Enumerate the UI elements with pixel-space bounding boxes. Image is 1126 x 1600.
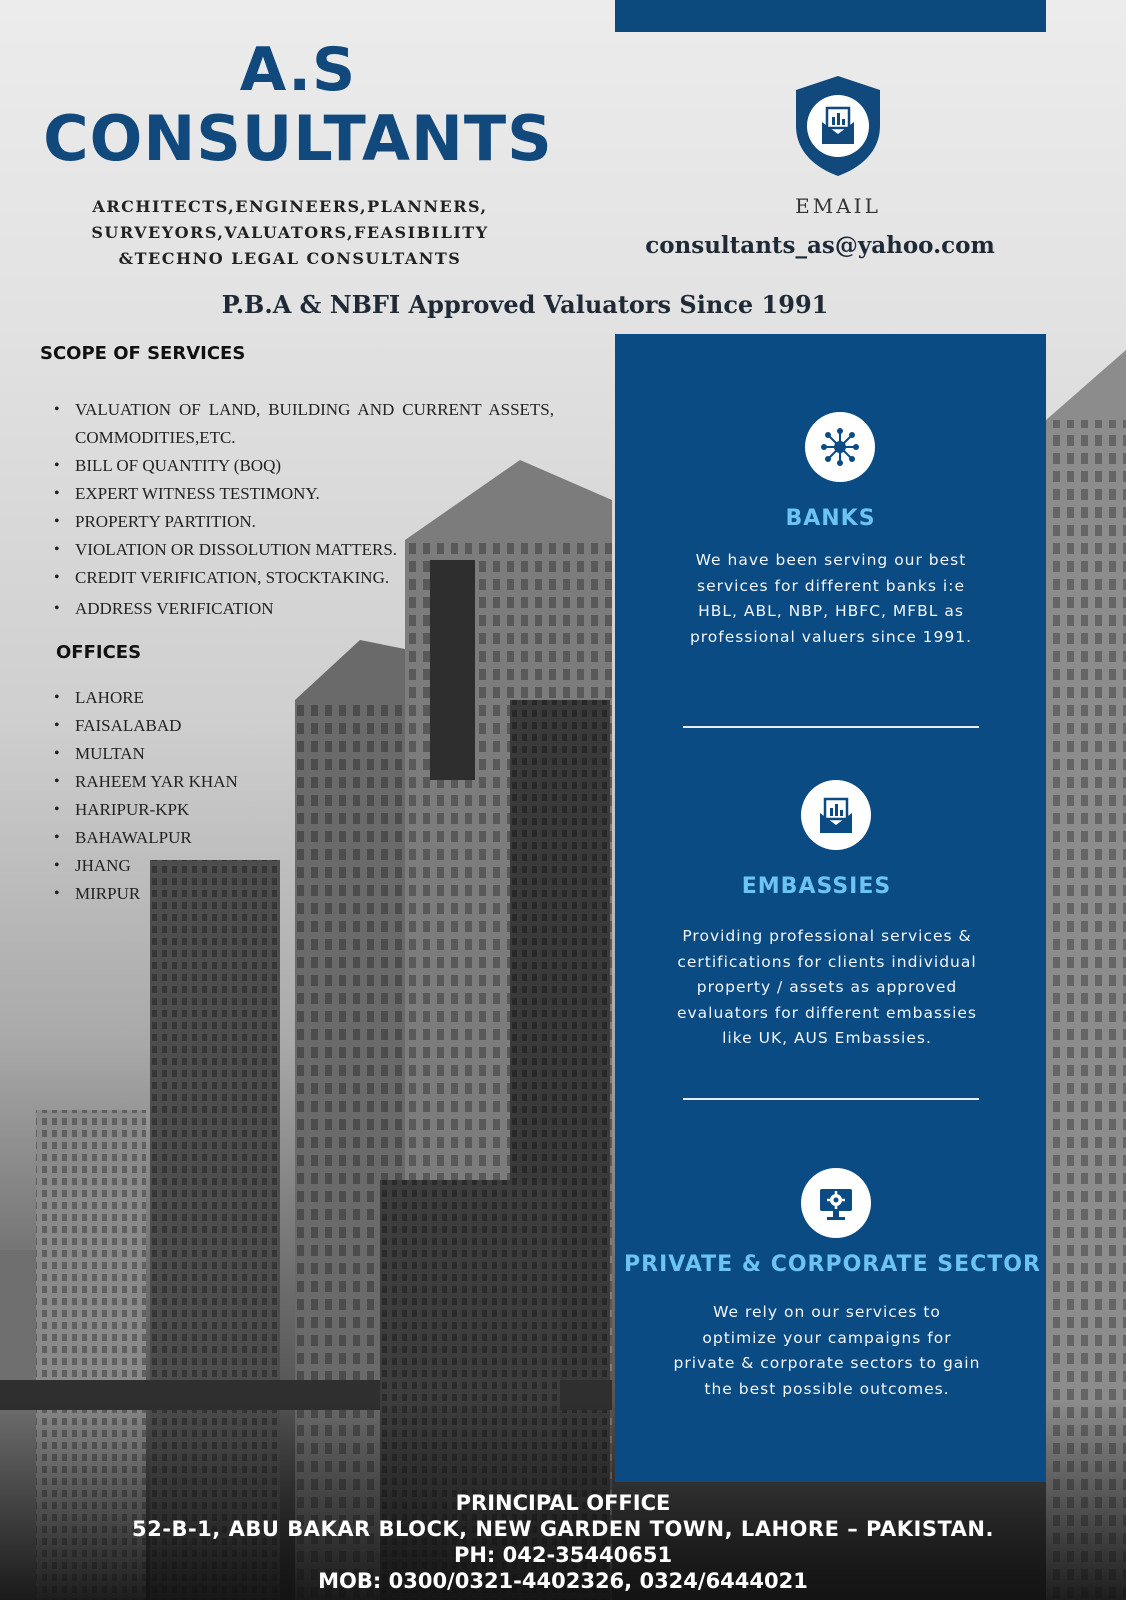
scope-list — [54, 396, 554, 623]
footer-address: 52-B-1, ABU BAKAR BLOCK, NEW GARDEN TOWN, LAHORE – PAKISTAN. — [132, 1517, 994, 1541]
list-item: • JHANG — [54, 852, 354, 880]
email-address[interactable]: consultants_as@yahoo.com — [645, 232, 995, 259]
mail-chart-icon — [801, 780, 871, 850]
list-item: • RAHEEM YAR KHAN — [54, 768, 354, 796]
list-item: • LAHORE — [54, 684, 354, 712]
section-text-banks: We have been serving our best services for different banks i:e HBL, ABL, NBP, HBFC, MFBL as professional valuers since 1991. — [689, 551, 973, 646]
company-tagline — [60, 194, 520, 272]
company-name-line2: CONSULTANTS — [43, 102, 553, 175]
footer-mobile[interactable]: MOB: 0300/0321-4402326, 0324/6444021 — [318, 1569, 808, 1593]
section-heading-banks: BANKS — [785, 506, 876, 531]
shield-mail-icon — [792, 74, 884, 178]
divider — [683, 726, 979, 728]
list-item: • ADDRESS VERIFICATION — [54, 595, 554, 623]
list-item: • HARIPUR-KPK — [54, 796, 354, 824]
monitor-gear-icon — [801, 1168, 871, 1238]
footer-phone[interactable]: PH: 042-35440651 — [453, 1543, 673, 1567]
tagline-line: SURVEYORS,VALUATORS,FEASIBILITY — [91, 223, 489, 242]
list-item: • CREDIT VERIFICATION, STOCKTAKING. — [54, 564, 554, 592]
list-item: • EXPERT WITNESS TESTIMONY. — [54, 480, 554, 508]
principal-office-footer — [0, 1490, 1126, 1594]
company-name — [38, 36, 558, 174]
footer-title: PRINCIPAL OFFICE — [455, 1491, 671, 1515]
approval-statement: P.B.A & NBFI Approved Valuators Since 1991 — [221, 290, 829, 319]
scope-heading: SCOPE OF SERVICES — [40, 343, 246, 364]
list-item: • BAHAWALPUR — [54, 824, 354, 852]
divider — [683, 1098, 979, 1100]
list-item: • MIRPUR — [54, 880, 354, 908]
list-item: • FAISALABAD — [54, 712, 354, 740]
section-text-embassies: Providing professional services & certifications for clients individual property / assets as approved evaluators for different embassies like UK, AUS Embassies. — [676, 927, 978, 1047]
offices-heading: OFFICES — [56, 642, 142, 663]
section-heading-embassies: EMBASSIES — [741, 874, 892, 899]
tagline-line: &TECHNO LEGAL CONSULTANTS — [118, 249, 462, 268]
clients-panel — [615, 334, 1046, 1482]
top-accent-bar — [615, 0, 1046, 32]
list-item: • PROPERTY PARTITION. — [54, 508, 554, 536]
tagline-line: ARCHITECTS,ENGINEERS,PLANNERS, — [92, 197, 488, 216]
offices-list — [54, 684, 354, 908]
list-item: • VALUATION OF LAND, BUILDING AND CURRENT ASSETS, COMMODITIES,ETC. — [54, 396, 554, 452]
list-item: • BILL OF QUANTITY (BOQ) — [54, 452, 554, 480]
section-heading-private-corporate: PRIVATE & CORPORATE SECTOR — [624, 1252, 1041, 1277]
section-text-private-corporate: We rely on our services to optimize your campaigns for private & corporate sectors to gain the best possible outcomes. — [673, 1303, 981, 1398]
company-name-line1: A.S — [239, 35, 357, 105]
email-label: EMAIL — [795, 194, 881, 218]
network-icon — [805, 412, 875, 482]
list-item: • VIOLATION OR DISSOLUTION MATTERS. — [54, 536, 554, 564]
list-item: • MULTAN — [54, 740, 354, 768]
